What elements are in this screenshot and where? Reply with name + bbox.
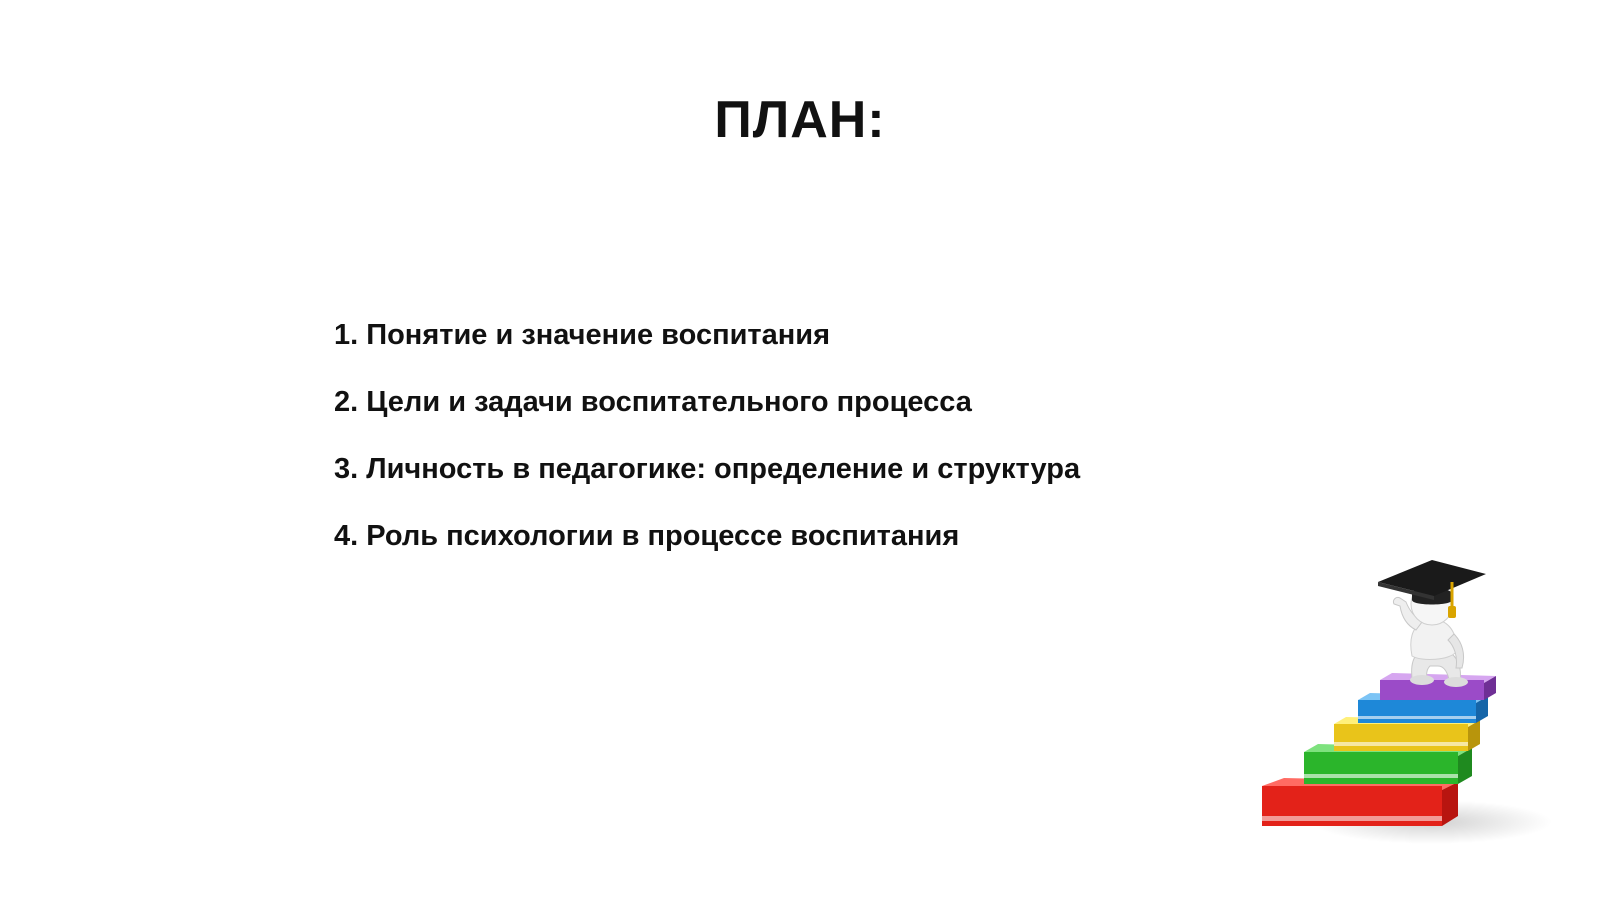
- slide-title: ПЛАН:: [714, 91, 886, 149]
- book-purple: [1380, 673, 1496, 700]
- plan-item-1: 1. Понятие и значение воспитания: [334, 319, 831, 351]
- plan-item-2: 2. Цели и задачи воспитательного процесса: [334, 386, 972, 418]
- book-red: [1262, 778, 1458, 826]
- plan-item-3: 3. Личность в педагогике: определение и структура: [334, 453, 1081, 485]
- plan-list: [334, 316, 1080, 584]
- plan-item-4: 4. Роль психологии в процессе воспитания: [334, 520, 960, 552]
- graduate-on-books-icon: [1262, 560, 1552, 860]
